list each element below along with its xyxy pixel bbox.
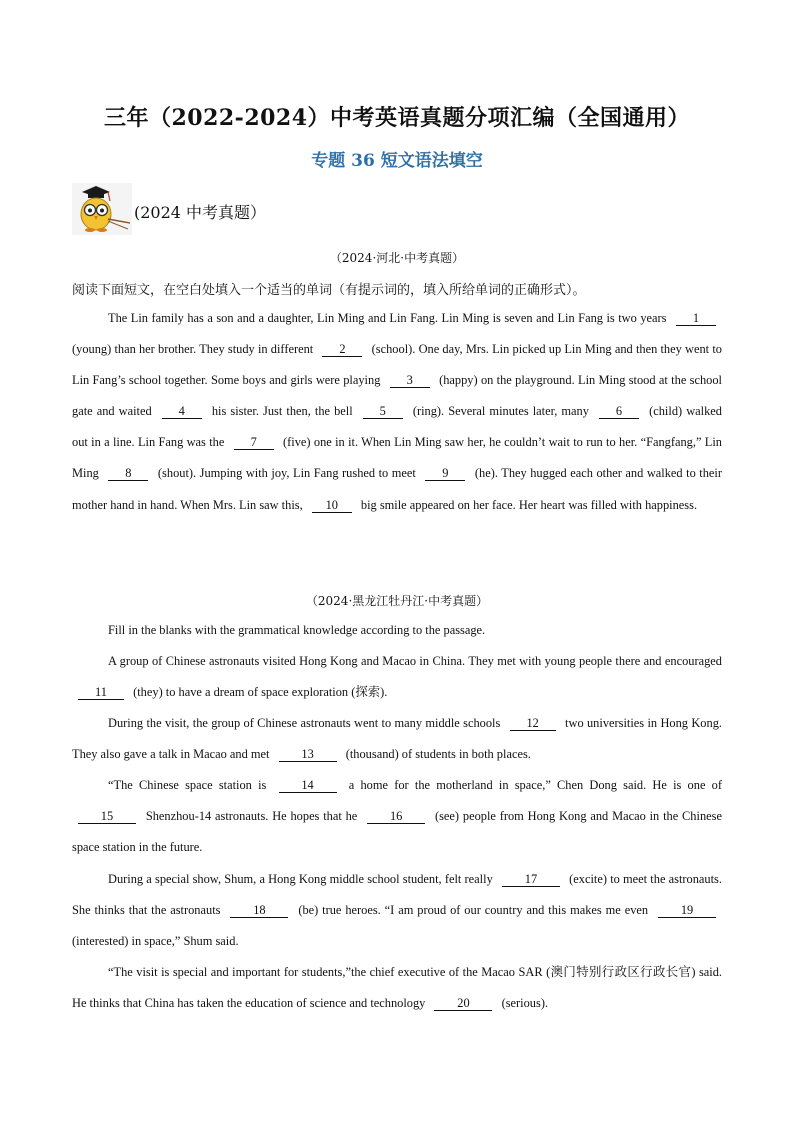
blank-3[interactable]: 3 xyxy=(390,373,430,388)
passage-text: The Lin family has a son and a daughter, Lin Ming and Lin Fang. Lin Ming is seven and Lin Fang is two years xyxy=(108,311,667,325)
blank-15[interactable]: 15 xyxy=(78,809,136,824)
passage-text: (school). One day, Mrs. Lin picked up Lin Ming and then they went to Lin Fang’s school together. Some boys and girls were playing xyxy=(72,342,722,388)
passage-text: (happy) on the playground. Lin Ming stood at the school gate and waited xyxy=(72,373,722,419)
passage-text: Shenzhou-14 astronauts. He hopes that he xyxy=(145,809,358,824)
blank-6[interactable]: 6 xyxy=(599,404,639,419)
blank-5[interactable]: 5 xyxy=(363,404,403,419)
blank-2[interactable]: 2 xyxy=(322,342,362,357)
passage-text: two universities in Hong Kong. They also gave a talk in Macao and met xyxy=(72,716,722,762)
passage-text: a home for the motherland in space,” Chen Dong said. He is one of xyxy=(348,778,722,792)
passage-text: (shout). Jumping with joy, Lin Fang rushed to meet xyxy=(157,466,416,481)
topic-subtitle: 专题 36 短文语法填空 xyxy=(311,151,483,171)
passage-text: “The visit is special and important for students,”the chief executive of the Macao SAR (澳门特别行政区行政长官) said. He thinks that China has taken the education of science and technology xyxy=(72,965,722,1011)
blank-17[interactable]: 17 xyxy=(502,872,560,887)
passage1-instruction: 阅读下面短文，在空白处填入一个适当的单词（有提示词的，填入所给单词的正确形式）。 xyxy=(72,283,586,298)
passage1-text xyxy=(72,303,722,521)
passage2-paragraph-4 xyxy=(72,864,722,957)
blank-13[interactable]: 13 xyxy=(279,747,337,762)
blank-8[interactable]: 8 xyxy=(108,466,148,481)
section-label: (2024 中考真题） xyxy=(134,202,267,222)
passage-text: big smile appeared on her face. Her heart was filled with happiness. xyxy=(360,497,698,512)
blank-11[interactable]: 11 xyxy=(78,685,124,700)
blank-4[interactable]: 4 xyxy=(162,404,202,419)
passage-text: his sister. Just then, the bell xyxy=(211,404,353,419)
passage2-paragraph-2 xyxy=(72,708,722,770)
passage-text: (thousand) of students in both places. xyxy=(345,747,531,762)
passage-text: During a special show, Shum, a Hong Kong middle school student, felt really xyxy=(108,872,493,886)
blank-10[interactable]: 10 xyxy=(312,498,352,513)
passage-text: (he). They hugged each other and walked to their mother hand in hand. When Mrs. Lin saw this, xyxy=(72,466,722,512)
blank-12[interactable]: 12 xyxy=(510,716,556,731)
passage2-paragraph-5 xyxy=(72,957,722,1019)
page-title: 三年（2022-2024）中考英语真题分项汇编（全国通用） xyxy=(103,105,691,131)
passage-text: A group of Chinese astronauts visited Hong Kong and Macao in China. They met with young people there and encouraged xyxy=(108,654,722,668)
passage-text: “The Chinese space station is xyxy=(108,778,267,792)
blank-7[interactable]: 7 xyxy=(234,435,274,450)
passage-text: (child) walked out in a line. Lin Fang was the xyxy=(72,404,722,450)
passage-text: (be) true heroes. “I am proud of our country and this makes me even xyxy=(298,903,649,918)
passage2-source: （2024·黑龙江牡丹江·中考真题） xyxy=(305,594,489,608)
blank-16[interactable]: 16 xyxy=(367,809,425,824)
passage-text: (they) to have a dream of space exploration (探索). xyxy=(133,685,388,700)
passage-text: Fill in the blanks with the grammatical knowledge according to the passage. xyxy=(108,623,486,637)
passage2-instruction xyxy=(72,615,722,646)
blank-20[interactable]: 20 xyxy=(434,996,492,1011)
blank-9[interactable]: 9 xyxy=(425,466,465,481)
blank-1[interactable]: 1 xyxy=(676,311,716,326)
section-heading xyxy=(72,183,266,235)
passage2-paragraph-3 xyxy=(72,770,722,863)
passage-text: (young) than her brother. They study in different xyxy=(72,342,314,357)
blank-18[interactable]: 18 xyxy=(230,903,288,918)
passage-text: (ring). Several minutes later, many xyxy=(412,404,589,419)
passage-text: (five) one in it. When Lin Ming saw her, he couldn’t wait to run to her. “Fangfang,” Lin Ming xyxy=(72,435,723,481)
passage2-paragraph-1 xyxy=(72,646,722,708)
passage-text: During the visit, the group of Chinese astronauts went to many middle schools xyxy=(108,716,501,730)
passage-text: (see) people from Hong Kong and Macao in the Chinese space station in the future. xyxy=(72,809,722,855)
passage-text: (serious). xyxy=(501,996,549,1011)
blank-14[interactable]: 14 xyxy=(279,778,337,793)
passage1-source: （2024·河北·中考真题） xyxy=(329,251,465,265)
passage-text: (interested) in space,” Shum said. xyxy=(72,934,239,949)
owl-graduate-teacher-icon xyxy=(72,183,132,235)
blank-19[interactable]: 19 xyxy=(658,903,716,918)
passage-text: (excite) to meet the astronauts. She thinks that the astronauts xyxy=(72,872,722,918)
